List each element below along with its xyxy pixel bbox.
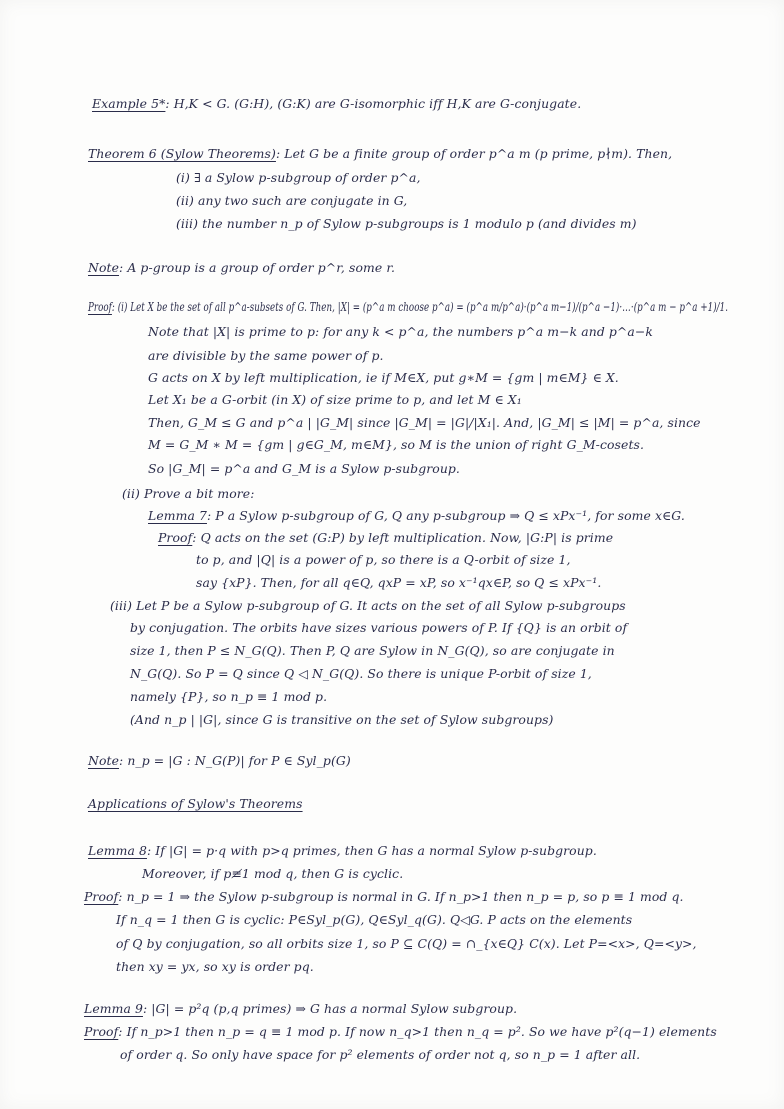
note-line: to p, and |Q| is a power of p, so there is a Q-orbit of size 1, (196, 552, 571, 567)
note-line (88, 260, 395, 276)
heading-label: Proof (88, 299, 112, 314)
heading-label: Lemma 7 (148, 508, 207, 523)
line-text: : n_p = |G : N_G(P)| for P ∈ Syl_p(G) (119, 753, 351, 768)
note-line (88, 146, 672, 162)
note-line (158, 530, 613, 546)
line-text: : If n_p>1 then n_p = q ≡ 1 mod p. If now n_q>1 then n_q = p². So we have p²(q−1) elements (118, 1024, 717, 1039)
note-line (84, 1001, 517, 1017)
line-text: : P a Sylow p-subgroup of G, Q any p-subgroup ⇒ Q ≤ xPx⁻¹, for some x∈G. (206, 508, 685, 523)
heading-label: Proof (158, 530, 193, 545)
note-line: size 1, then P ≤ N_G(Q). Then P, Q are Sylow in N_G(Q), so are conjugate in (130, 643, 615, 658)
line-text: : (i) Let X be the set of all p^a-subsets of G. Then, |X| = (p^a m choose p^a) = (p^a m/p^a)·(p^a m−1)/(p^a −1)·…·(p^a m − p^a +1)/1. (111, 299, 729, 314)
heading-label: Theorem 6 (Sylow Theorems) (88, 146, 276, 161)
note-line: (And n_p | |G|, since G is transitive on the set of Sylow subgroups) (130, 712, 554, 727)
note-line: N_G(Q). So P = Q since Q ◁ N_G(Q). So there is unique P-orbit of size 1, (130, 666, 592, 681)
heading-label: Note (88, 753, 120, 768)
note-line: Note that |X| is prime to p: for any k < p^a, the numbers p^a m−k and p^a−k (148, 324, 653, 339)
line-text: : H,K < G. (G:H), (G:K) are G-isomorphic iff H,K are G-conjugate. (165, 96, 582, 111)
note-line: Let X₁ be a G-orbit (in X) of size prime to p, and let M ∈ X₁ (148, 392, 522, 407)
heading-label: Note (88, 260, 120, 275)
note-line: (ii) Prove a bit more: (122, 486, 255, 501)
note-line (148, 508, 685, 524)
note-line: (iii) Let P be a Sylow p-subgroup of G. It acts on the set of all Sylow p-subgroups (110, 598, 626, 613)
note-line (92, 96, 581, 112)
note-line (84, 889, 684, 905)
line-text: : |G| = p²q (p,q primes) ⇒ G has a normal Sylow subgroup. (142, 1001, 518, 1016)
heading-label: Proof (84, 889, 119, 904)
heading-label: Example 5* (92, 96, 166, 111)
note-line: say {xP}. Then, for all q∈Q, qxP = xP, so x⁻¹qx∈P, so Q ≤ xPx⁻¹. (196, 575, 602, 590)
note-line: Moreover, if p≢1 mod q, then G is cyclic. (142, 866, 404, 881)
line-text: : A p-group is a group of order p^r, some r. (119, 260, 396, 275)
note-line: G acts on X by left multiplication, ie if M∈X, put g∗M = {gm | m∈M} ∈ X. (148, 370, 619, 385)
note-line: of order q. So only have space for p² elements of order not q, so n_p = 1 after all. (120, 1047, 641, 1062)
heading-label: Applications of Sylow's Theorems (88, 796, 303, 811)
note-line (88, 843, 597, 859)
line-text: : Let G be a finite group of order p^a m (p prime, p∤m). Then, (275, 146, 673, 161)
note-line (84, 1024, 717, 1040)
note-line: So |G_M| = p^a and G_M is a Sylow p-subgroup. (148, 461, 460, 476)
note-line (88, 299, 728, 315)
line-text: : If |G| = p·q with p>q primes, then G has a normal Sylow p-subgroup. (146, 843, 597, 858)
note-line: If n_q = 1 then G is cyclic: P∈Syl_p(G), Q∈Syl_q(G). Q◁G. P acts on the elements (116, 912, 633, 927)
heading-label: Lemma 8 (88, 843, 147, 858)
heading-label: Lemma 9 (84, 1001, 143, 1016)
note-line: then xy = yx, so xy is order pq. (116, 959, 314, 974)
note-line: (iii) the number n_p of Sylow p-subgroups is 1 modulo p (and divides m) (176, 216, 637, 231)
note-line: M = G_M ∗ M = {gm | g∈G_M, m∈M}, so M is the union of right G_M-cosets. (148, 437, 645, 452)
note-line: (ii) any two such are conjugate in G, (176, 193, 408, 208)
note-line: of Q by conjugation, so all orbits size 1, so P ⊆ C(Q) = ∩_{x∈Q} C(x). Let P=<x>, Q=<y>, (116, 936, 697, 951)
note-line: Then, G_M ≤ G and p^a | |G_M| since |G_M| = |G|/|X₁|. And, |G_M| ≤ |M| = p^a, since (148, 415, 701, 430)
note-line: (i) ∃ a Sylow p-subgroup of order p^a, (176, 170, 421, 185)
heading-label: Proof (84, 1024, 119, 1039)
note-line: by conjugation. The orbits have sizes various powers of P. If {Q} is an orbit of (130, 620, 628, 635)
line-text: : n_p = 1 ⇒ the Sylow p-subgroup is normal in G. If n_p>1 then n_p = p, so p ≡ 1 mod q. (118, 889, 684, 904)
note-line: are divisible by the same power of p. (148, 348, 384, 363)
note-line (88, 753, 351, 769)
line-text: : Q acts on the set (G:P) by left multiplication. Now, |G:P| is prime (192, 530, 614, 545)
note-line (88, 796, 303, 812)
note-line: namely {P}, so n_p ≡ 1 mod p. (130, 689, 328, 704)
